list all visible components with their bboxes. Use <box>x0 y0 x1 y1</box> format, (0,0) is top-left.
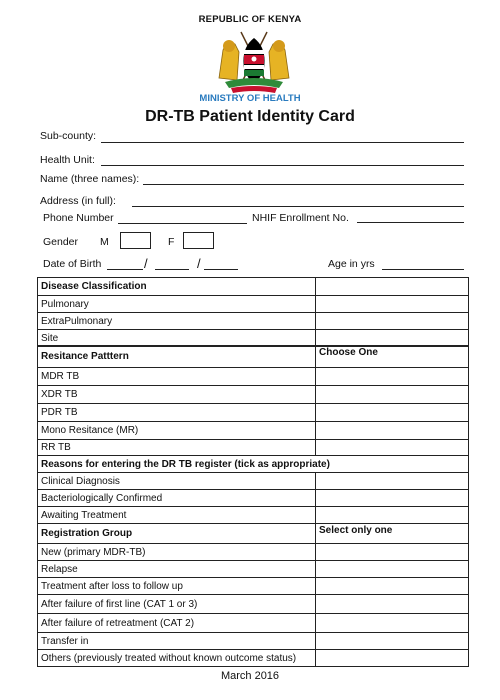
disease-check-cell[interactable] <box>316 313 469 330</box>
resistance-check-cell[interactable] <box>316 368 469 386</box>
footer-date: March 2016 <box>220 670 280 682</box>
dob-label: Date of Birth <box>43 258 102 270</box>
gender-label: Gender <box>43 236 79 248</box>
resistance-check-cell[interactable] <box>316 422 469 440</box>
address-label: Address (in full): <box>40 195 116 207</box>
resistance-row: Mono Resitance (MR) <box>38 422 316 440</box>
address-field[interactable] <box>132 206 464 207</box>
dob-year-field[interactable] <box>204 269 238 270</box>
registration-row: After failure of retreatment (CAT 2) <box>38 614 316 633</box>
gender-f-label: F <box>168 236 175 248</box>
reasons-row: Awaiting Treatment <box>38 507 316 524</box>
resistance-row: XDR TB <box>38 386 316 404</box>
nhif-label: NHIF Enrollment No. <box>252 212 349 224</box>
sub-county-label: Sub-county: <box>40 130 97 142</box>
registration-row: New (primary MDR-TB) <box>38 544 316 561</box>
registration-row: Treatment after loss to follow up <box>38 578 316 595</box>
resistance-pattern-table <box>37 345 469 456</box>
reasons-header: Reasons for entering the DR TB register (tick as appropriate) <box>38 456 469 473</box>
reasons-table <box>37 455 469 524</box>
reasons-check-cell[interactable] <box>316 507 469 524</box>
registration-check-cell[interactable] <box>316 633 469 650</box>
name-field[interactable] <box>143 184 464 185</box>
resistance-row: RR TB <box>38 440 316 456</box>
dob-separator-2: / <box>197 256 201 271</box>
registration-check-cell[interactable] <box>316 650 469 667</box>
phone-label: Phone Number <box>43 212 114 224</box>
disease-classification-header: Disease Classification <box>38 278 316 296</box>
registration-group-table <box>37 523 469 667</box>
disease-row: Site <box>38 330 316 347</box>
dob-month-field[interactable] <box>155 269 189 270</box>
health-unit-field[interactable] <box>101 165 464 166</box>
registration-check-cell[interactable] <box>316 614 469 633</box>
republic-heading: REPUBLIC OF KENYA <box>198 14 302 25</box>
health-unit-label: Health Unit: <box>40 154 95 166</box>
disease-classification-table <box>37 277 469 347</box>
disease-check-cell[interactable] <box>316 330 469 347</box>
select-only-one-label: Select only one <box>316 524 469 544</box>
registration-row: Others (previously treated without known outcome status) <box>38 650 316 667</box>
gender-m-checkbox[interactable] <box>120 232 151 249</box>
page-title: DR-TB Patient Identity Card <box>145 108 355 125</box>
disease-row: Pulmonary <box>38 296 316 313</box>
disease-check-cell[interactable] <box>316 278 469 296</box>
registration-row: Transfer in <box>38 633 316 650</box>
ministry-heading: MINISTRY OF HEALTH <box>199 93 301 104</box>
choose-one-label: Choose One <box>316 346 469 368</box>
resistance-check-cell[interactable] <box>316 440 469 456</box>
reasons-check-cell[interactable] <box>316 490 469 507</box>
registration-row: After failure of first line (CAT 1 or 3) <box>38 595 316 614</box>
disease-row: ExtraPulmonary <box>38 313 316 330</box>
phone-field[interactable] <box>118 223 247 224</box>
registration-row: Relapse <box>38 561 316 578</box>
resistance-row: PDR TB <box>38 404 316 422</box>
registration-check-cell[interactable] <box>316 561 469 578</box>
gender-m-label: M <box>100 236 109 248</box>
dob-separator-1: / <box>144 256 148 271</box>
name-label: Name (three names): <box>40 173 140 185</box>
dob-day-field[interactable] <box>107 269 143 270</box>
resistance-pattern-header: Resitance Patttern <box>38 346 316 368</box>
registration-group-header: Registration Group <box>38 524 316 544</box>
sub-county-field[interactable] <box>101 142 464 143</box>
nhif-field[interactable] <box>357 222 464 223</box>
reasons-check-cell[interactable] <box>316 473 469 490</box>
reasons-row: Bacteriologically Confirmed <box>38 490 316 507</box>
registration-check-cell[interactable] <box>316 578 469 595</box>
disease-check-cell[interactable] <box>316 296 469 313</box>
registration-check-cell[interactable] <box>316 595 469 614</box>
registration-check-cell[interactable] <box>316 544 469 561</box>
coat-of-arms-icon <box>213 28 295 94</box>
age-label: Age in yrs <box>328 258 375 270</box>
reasons-row: Clinical Diagnosis <box>38 473 316 490</box>
resistance-row: MDR TB <box>38 368 316 386</box>
resistance-check-cell[interactable] <box>316 386 469 404</box>
age-field[interactable] <box>382 269 464 270</box>
gender-f-checkbox[interactable] <box>183 232 214 249</box>
resistance-check-cell[interactable] <box>316 404 469 422</box>
